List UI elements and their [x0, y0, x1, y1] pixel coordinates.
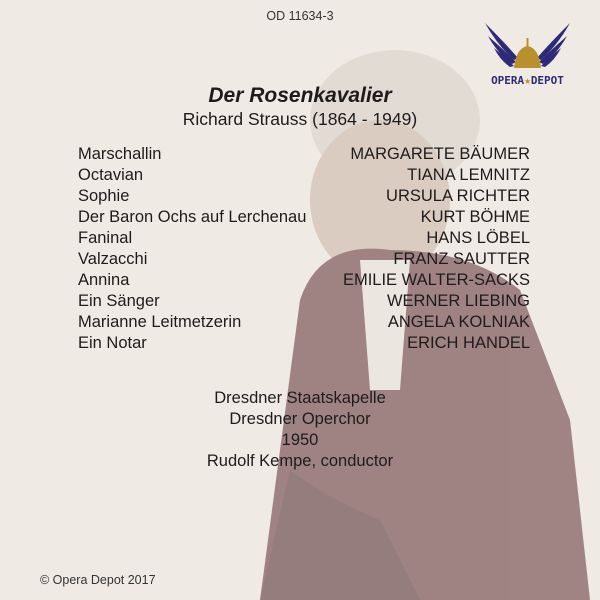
singer: EMILIE WALTER-SACKS [342, 271, 530, 289]
catalog-number: OD 11634-3 [266, 9, 334, 23]
year: 1950 [281, 431, 319, 449]
cast-row [78, 207, 530, 228]
orchestra: Dresdner Staatskapelle [214, 389, 386, 407]
role: Sophie [78, 187, 130, 205]
singer: URSULA RICHTER [386, 187, 530, 205]
cast-row [78, 144, 530, 165]
cast-row [78, 270, 530, 291]
cast-row [78, 312, 530, 333]
ensemble-credits [0, 388, 600, 472]
conductor: Rudolf Kempe, conductor [206, 452, 394, 470]
singer: MARGARETE BÄUMER [350, 145, 530, 163]
role: Marianne Leitmetzerin [78, 313, 242, 331]
cast-row [78, 165, 530, 186]
cast-list [78, 144, 530, 354]
chorus: Dresdner Operchor [229, 410, 371, 428]
singer: HANS LÖBEL [426, 229, 530, 247]
role: Der Baron Ochs auf Lerchenau [78, 208, 307, 226]
copyright: © Opera Depot 2017 [40, 573, 156, 587]
composer: Richard Strauss (1864 - 1949) [182, 109, 418, 129]
singer: WERNER LIEBING [386, 292, 530, 310]
singer: TIANA LEMNITZ [407, 166, 530, 184]
cast-row [78, 333, 530, 354]
opera-depot-logo [480, 18, 575, 90]
singer: ERICH HANDEL [407, 334, 530, 352]
svg-text:OPERA★DEPOT: OPERA★DEPOT [491, 74, 564, 87]
cast-row [78, 186, 530, 207]
role: Marschallin [78, 145, 162, 163]
singer: FRANZ SAUTTER [393, 250, 530, 268]
opera-title: Der Rosenkavalier [208, 84, 392, 107]
cast-row [78, 291, 530, 312]
singer: ANGELA KOLNIAK [387, 313, 530, 331]
cast-row [78, 228, 530, 249]
cast-row [78, 249, 530, 270]
role: Octavian [78, 166, 144, 184]
singer: KURT BÖHME [420, 208, 530, 226]
role: Faninal [78, 229, 133, 247]
role: Ein Notar [78, 334, 147, 352]
role: Ein Sänger [78, 292, 160, 310]
role: Valzacchi [78, 250, 148, 268]
role: Annina [78, 271, 130, 289]
